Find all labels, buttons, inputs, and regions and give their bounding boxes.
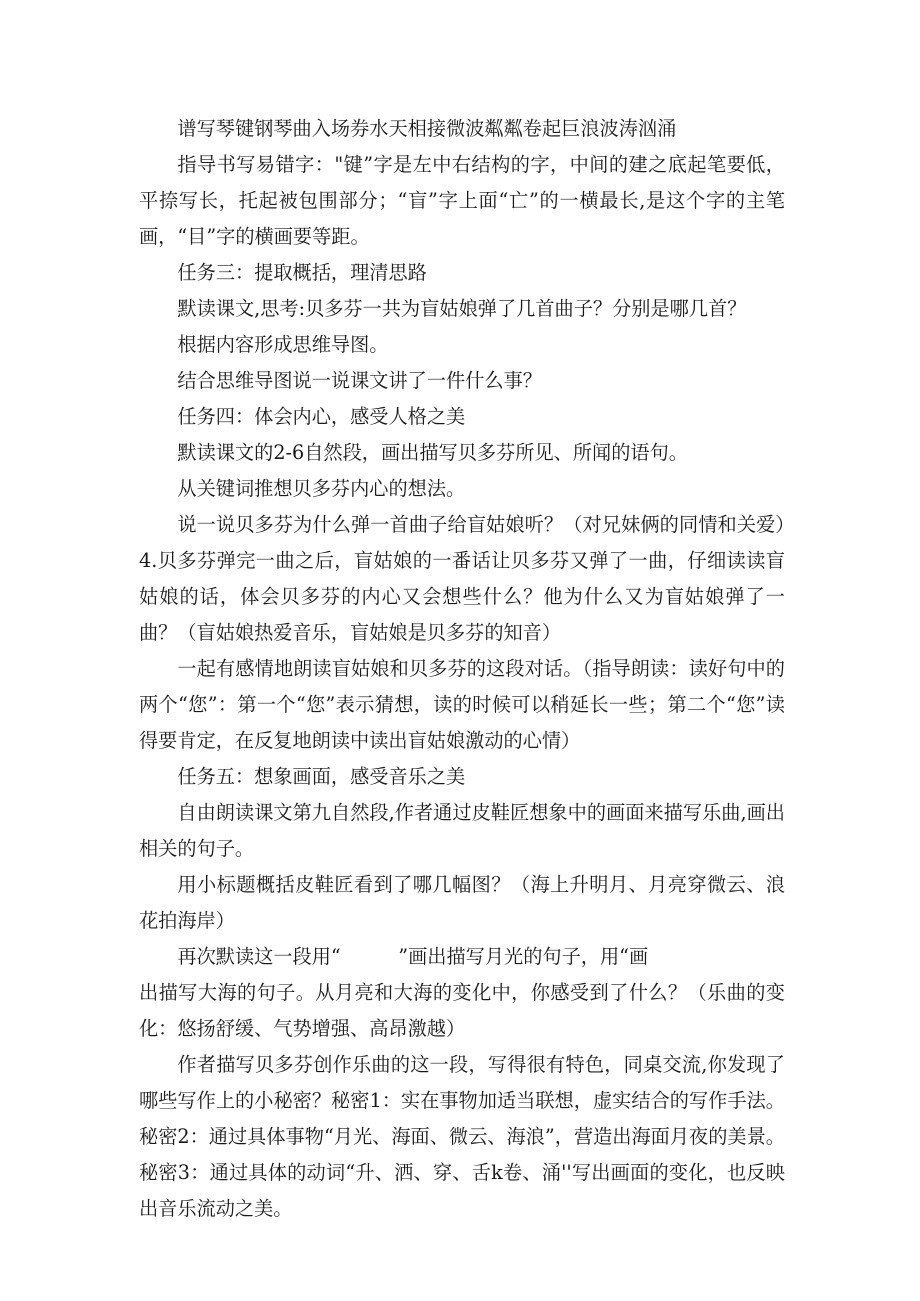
paragraph-read-2-6: 默读课文的2-6自然段，画出描写贝多芬所见、所闻的语句。 <box>177 441 688 464</box>
task-three-heading: 任务三：提取概括，理清思路 <box>177 261 427 284</box>
task-five-heading: 任务五：想象画面，感受音乐之美 <box>177 765 466 788</box>
paragraph-writing-guidance: 指导书写易错字："键”字是左中右结构的字，中间的建之底起笔要低，平捺写长，托起被包围部分；“盲”字上面“亡”的一横最长,是这个字的主笔画，“目”字的横画要等距。 <box>139 153 785 248</box>
paragraph-why-play: 说一说贝多芬为什么弹一首曲子给盲姑娘听？（对兄妹俩的同情和关爱）4.贝多芬弹完一曲之后，盲姑娘的一番话让贝多芬又弹了一曲，仔细读读盲姑娘的话，体会贝多芬的内心又会想些什么？他为什么又为盲姑娘弹了一曲？（盲姑娘热爱音乐，盲姑娘是贝多芬的知音） <box>139 513 785 644</box>
paragraph-silent-reading-question: 默读课文,思考:贝多芬一共为盲姑娘弹了几首曲子？分别是哪几首？ <box>177 297 747 320</box>
paragraph-mind-map: 根据内容形成思维导图。 <box>177 333 389 356</box>
paragraph-sea-changes: 出描写大海的句子。从月亮和大海的变化中，你感受到了什么？（乐曲的变化：悠扬舒缓、气势增强、高昂激越） <box>139 981 785 1040</box>
paragraph-keywords: 从关键词推想贝多芬内心的想法。 <box>177 477 466 500</box>
paragraph-read-dialogue: 一起有感情地朗读盲姑娘和贝多芬的这段对话。（指导朗读：读好句中的两个“您”：第一个“您”表示猜想，读的时候可以稍延长一些；第二个“您”读得要肯定，在反复地朗读中读出盲姑娘激动的心情） <box>139 657 785 752</box>
paragraph-ninth-section: 自由朗读课文第九自然段,作者通过皮鞋匠想象中的画面来描写乐曲,画出相关的句子。 <box>139 801 785 860</box>
task-four-heading: 任务四：体会内心，感受人格之美 <box>177 405 466 428</box>
vocabulary-list: 谱写琴键钢琴曲入场券水天相接微波粼粼卷起巨浪波涛汹涌 <box>177 117 677 140</box>
paragraph-writing-secrets: 作者描写贝多芬创作乐曲的这一段，写得很有特色，同桌交流,你发现了哪些写作上的小秘密？秘密1：实在事物加适当联想，虚实结合的写作手法。秘密2：通过具体事物“月光、海面、微云、海浪”，营造出海面月夜的美景。秘密3：通过具体的动词“升、洒、穿、舌k卷、涌''写出画面的变化，也反映出音乐流动之美。 <box>139 1053 785 1220</box>
paragraph-reread-moonlight: 再次默读这一段用“ ”画出描写月光的句子，用“画 <box>177 945 649 968</box>
paragraph-subtitles: 用小标题概括皮鞋匠看到了哪几幅图？（海上升明月、月亮穿微云、浪花拍海岸） <box>139 873 785 932</box>
paragraph-summary-question: 结合思维导图说一说课文讲了一件什么事？ <box>177 369 542 392</box>
document-body <box>139 111 785 1227</box>
